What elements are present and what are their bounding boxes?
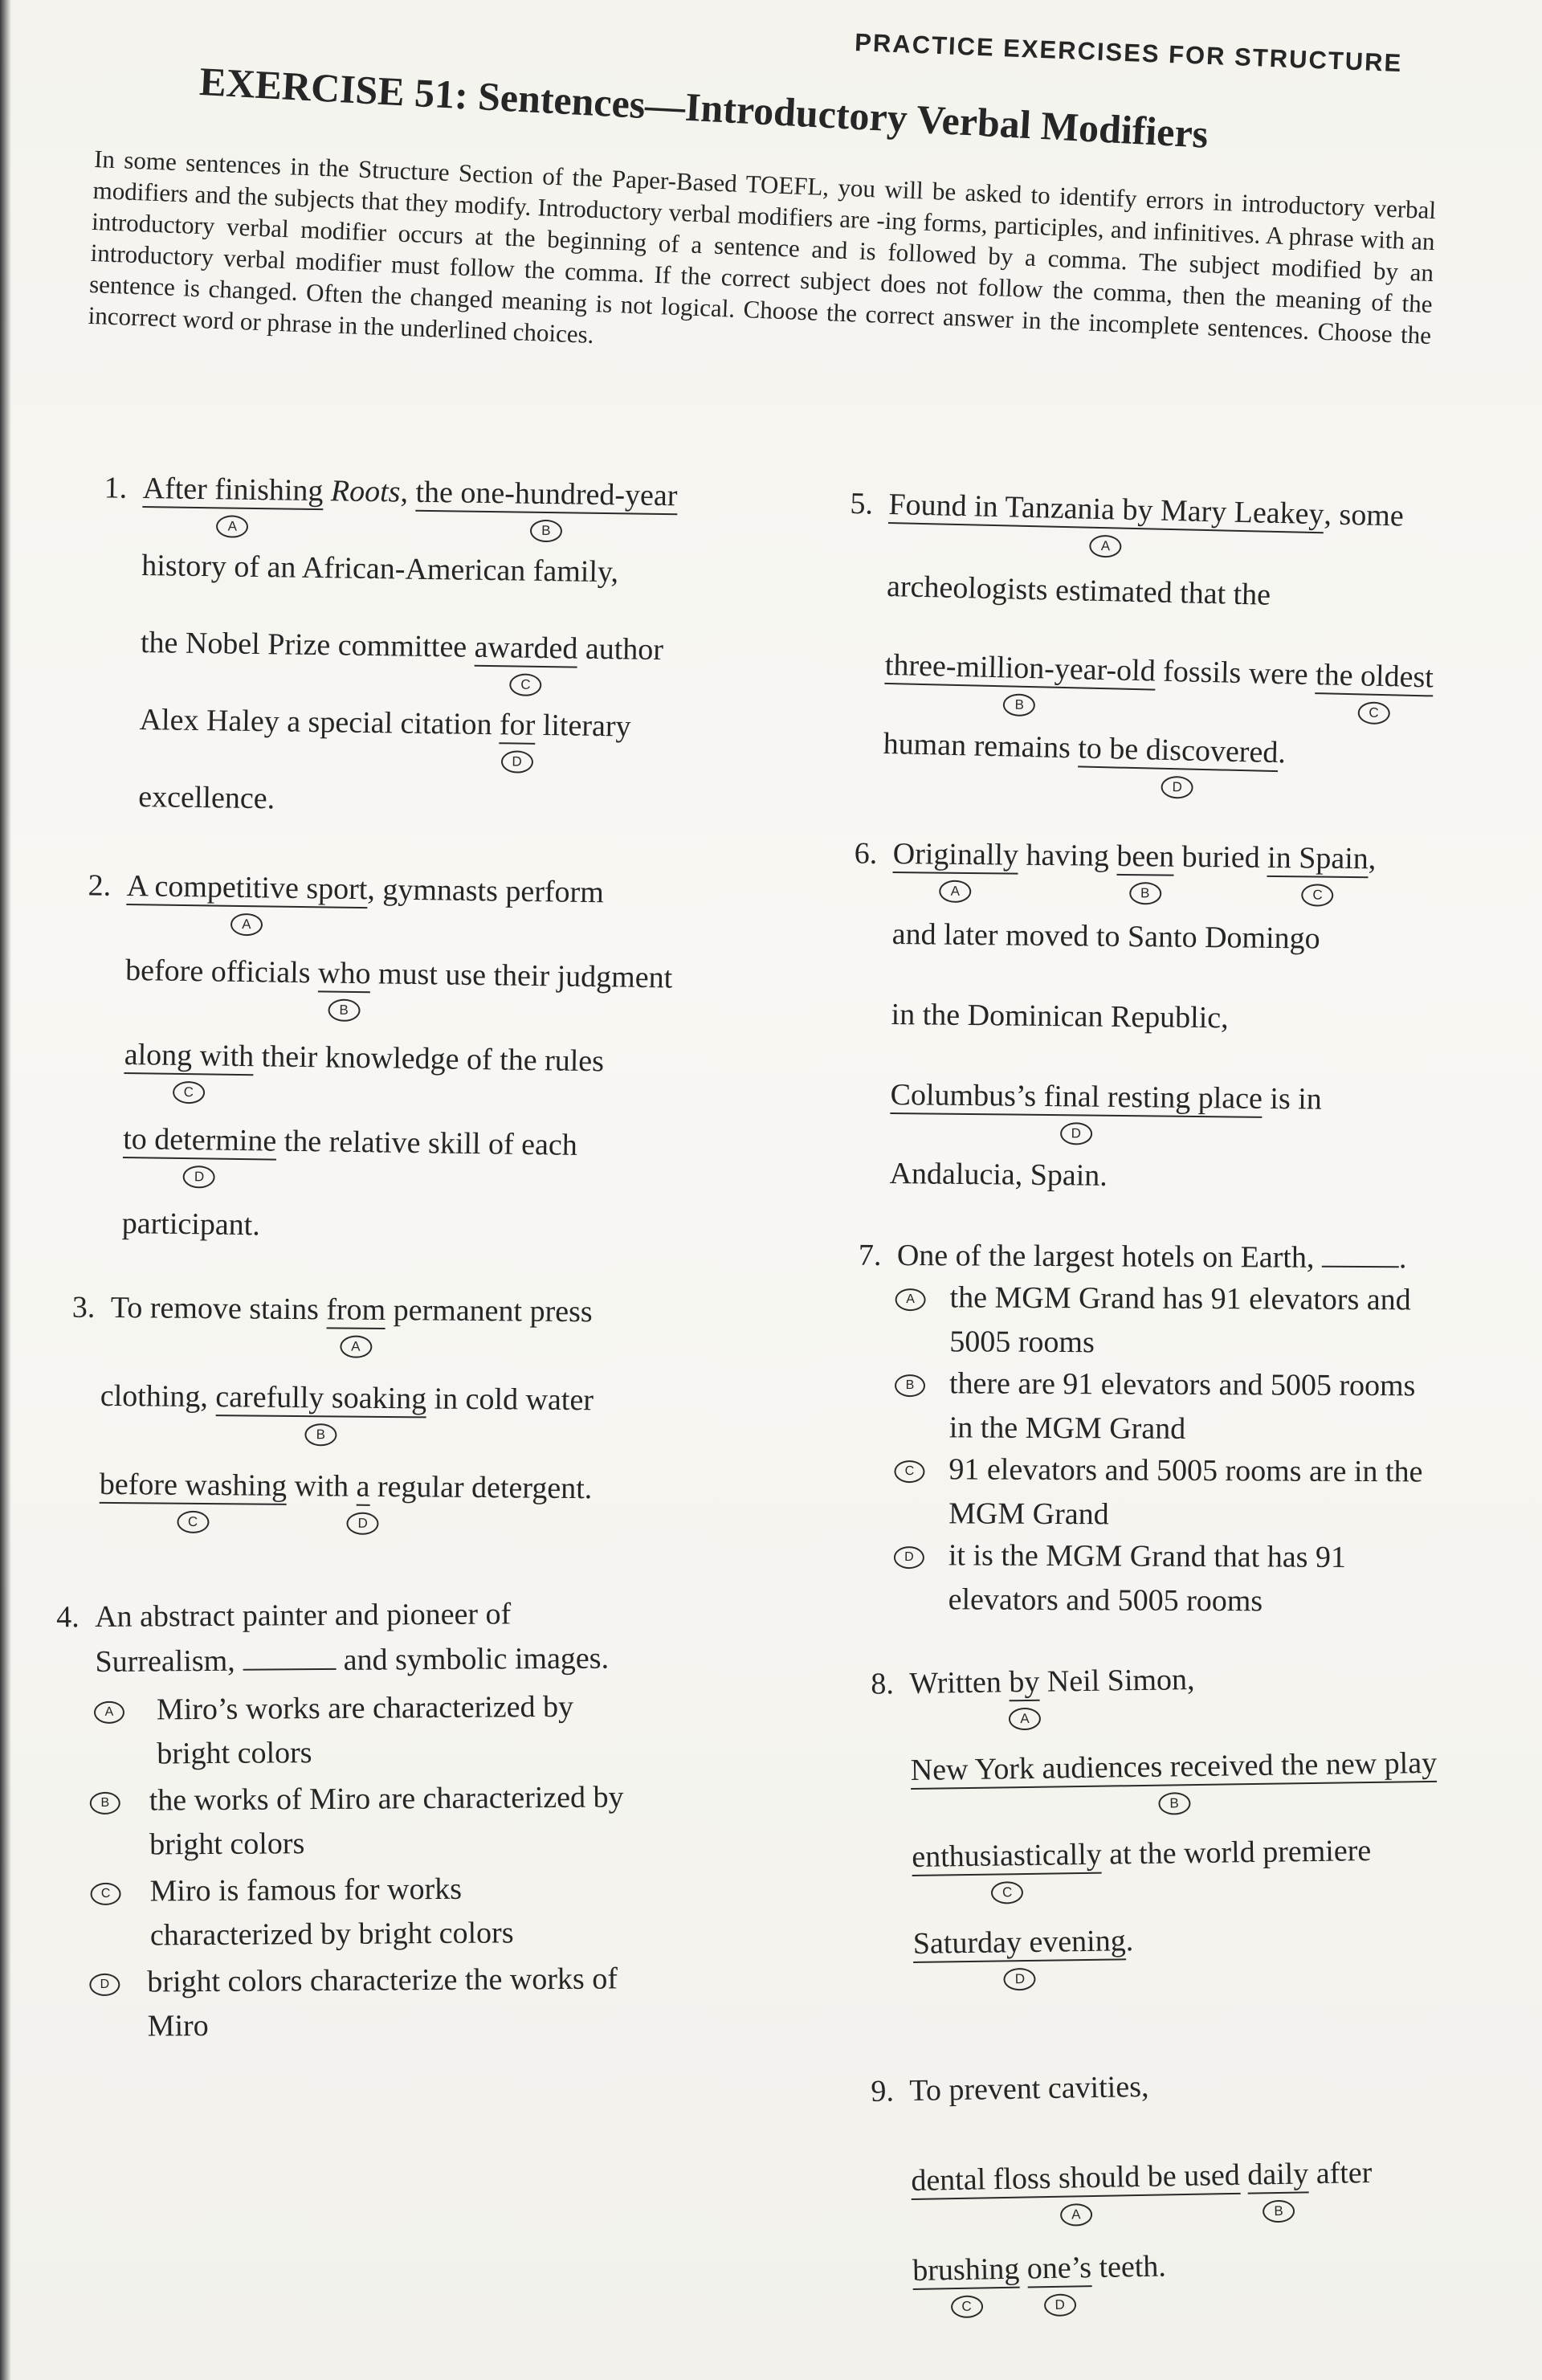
choice-c-marker: C	[509, 673, 541, 696]
choice-b-marker: B	[1129, 882, 1161, 904]
choice-line: characterized by bright colors	[149, 1916, 514, 1953]
choice-a-marker: A	[216, 515, 248, 538]
question-number: 9.	[871, 2074, 895, 2109]
choice-d-marker: D	[500, 750, 532, 774]
choice-b-marker: B	[1158, 1792, 1190, 1815]
question-line: Columbus’s final resting place D is in	[890, 1076, 1322, 1119]
choice-a-marker: A	[1089, 535, 1122, 558]
choice-c-marker: C	[950, 2295, 982, 2318]
choice-b-marker: B	[1263, 2200, 1295, 2223]
question-line: and later moved to Santo Domingo	[891, 916, 1320, 956]
question-line: Found in Tanzania by Mary Leakey A , some	[888, 486, 1404, 536]
question-stem: One of the largest hotels on Earth, .	[896, 1239, 1407, 1276]
answer-blank	[1322, 1266, 1399, 1268]
question-line: dental floss should be used A daily B after	[911, 2154, 1373, 2200]
choice-d-marker: D	[347, 1513, 379, 1535]
choice-c-marker: C	[1301, 884, 1333, 906]
page-edge-shadow	[0, 0, 11, 2380]
underlined-choice-d[interactable]: one’s D	[1026, 2250, 1091, 2288]
question-line: archeologists estimated that the	[886, 569, 1271, 612]
choice-line: Miro is famous for works	[149, 1872, 463, 1908]
question-line: participant.	[121, 1206, 261, 1243]
question-line: before officials who B must use their judgment	[125, 952, 673, 998]
question-line: before washing C with a D regular detergent.	[100, 1466, 593, 1508]
underlined-choice-c[interactable]: along with C	[124, 1037, 254, 1076]
question-line	[910, 1745, 1438, 1811]
choice-b-marker: B	[1003, 693, 1036, 716]
running-head: PRACTICE EXERCISES FOR STRUCTURE	[854, 28, 1403, 78]
question-line: Originally A having been B buried in Spain C ,	[893, 835, 1377, 878]
choice-line: 5005 rooms	[949, 1325, 1095, 1360]
underlined-choice-c[interactable]: the oldest C	[1316, 657, 1434, 696]
underlined-choice-b[interactable]: New York audiences received the new play B	[911, 1745, 1438, 1790]
choice-a-marker: A	[340, 1335, 372, 1357]
underlined-choice-d[interactable]: a D	[356, 1469, 369, 1506]
choice-a-marker: A	[230, 913, 263, 937]
choice-line: bright colors	[157, 1736, 312, 1771]
question-line: the Nobel Prize committee awarded C author	[141, 624, 664, 669]
choice-line: Miro	[147, 2009, 209, 2043]
choice-line: elevators and 5005 rooms	[948, 1582, 1263, 1619]
question-line: Andalucia, Spain.	[889, 1156, 1108, 1193]
underlined-choice-b[interactable]: been B	[1116, 839, 1174, 876]
choice-d-marker: D	[89, 1974, 120, 1996]
book-title: Roots	[330, 474, 401, 509]
question-line: A competitive sport A , gymnasts perform	[126, 867, 604, 912]
underlined-choice-a[interactable]: dental floss should be used A	[911, 2158, 1240, 2200]
underlined-choice-a[interactable]: A competitive sport A	[126, 868, 367, 908]
choice-line: in the MGM Grand	[948, 1410, 1186, 1446]
choice-c-marker: C	[177, 1511, 209, 1533]
choice-c-marker: C	[991, 1881, 1023, 1904]
choice-line: there are 91 elevators and 5005 rooms	[948, 1366, 1416, 1403]
question-line: brushing C one’s D teeth.	[912, 2247, 1166, 2290]
choice-c-marker: C	[894, 1460, 924, 1483]
underlined-choice-d[interactable]: for D	[500, 707, 536, 745]
choice-line: bright colors characterize the works of	[147, 1962, 618, 1999]
underlined-choice-d[interactable]: to be discovered D	[1078, 730, 1279, 772]
choice-b-marker: B	[328, 999, 360, 1023]
question-line: to determine D the relative skill of each	[123, 1121, 577, 1165]
choice-c-marker: C	[1357, 701, 1390, 725]
question-number: 6.	[854, 836, 878, 871]
underlined-choice-b[interactable]: carefully soaking B	[215, 1379, 426, 1418]
question-line: along with C their knowledge of the rules	[124, 1036, 604, 1080]
choice-a-marker: A	[94, 1701, 124, 1724]
question-line: To prevent cavities,	[909, 2069, 1149, 2108]
underlined-choice-a[interactable]: After finishing A	[142, 471, 323, 510]
question-number: 2.	[88, 868, 112, 903]
question-line: Saturday evening D .	[913, 1922, 1134, 1963]
question-line: three-million-year-old B fossils were the oldest C	[884, 647, 1434, 696]
question-number: 8.	[871, 1667, 895, 1701]
underlined-choice-a[interactable]: Found in Tanzania by Mary Leakey A	[888, 487, 1324, 533]
choice-c-marker: C	[173, 1081, 205, 1104]
question-line: Written by A Neil Simon,	[909, 1661, 1195, 1703]
choice-a-marker: A	[1060, 2203, 1092, 2227]
question-line: in the Dominican Republic,	[891, 997, 1229, 1035]
choice-line: Miro’s works are characterized by	[156, 1689, 574, 1727]
choice-d-marker: D	[1161, 776, 1194, 799]
question-number: 5.	[850, 486, 874, 521]
question-number: 3.	[71, 1290, 96, 1325]
question-line: Alex Haley a special citation for D literary	[139, 701, 631, 746]
choice-d-marker: D	[1004, 1968, 1036, 1991]
choice-a-marker: A	[1009, 1708, 1041, 1731]
underlined-choice-d[interactable]: Saturday evening D	[913, 1923, 1126, 1963]
question-stem: Surrealism, and symbolic images.	[95, 1641, 610, 1679]
question-number: 4.	[56, 1600, 80, 1635]
answer-blank	[243, 1668, 336, 1671]
underlined-choice-a[interactable]: by A	[1009, 1664, 1040, 1702]
question-line: excellence.	[138, 779, 275, 816]
question-stem: An abstract painter and pioneer of	[95, 1597, 512, 1634]
question-number: 7.	[858, 1238, 882, 1272]
underlined-choice-b[interactable]: three-million-year-old B	[884, 647, 1156, 691]
choice-b-marker: B	[530, 520, 562, 543]
underlined-choice-c[interactable]: enthusiastically C	[912, 1837, 1102, 1876]
question-line: human remains to be discovered D .	[883, 725, 1286, 772]
instructions-paragraph: In some sentences in the Structure Section of the Paper-Based TOEFL, you will be asked to identify errors in introductory verbal modifiers and the subjects that they modify. Introductory verbal modifiers are -ing forms, participles, and infinitives. A phrase with an introductory verbal modifier occurs at the beginning of a sentence and is followed by a comma. The subject modified by an introductory verbal modifier must follow the comma. If the correct subject does not follow the comma, then the meaning of the sentence is changed. Often the changed meaning is not logical. Choose the correct answer in the incomplete sentences. Choose the incorrect word or phrase in the underlined choices.	[88, 144, 1437, 350]
choice-a-marker: A	[895, 1288, 926, 1311]
choice-line: it is the MGM Grand that has 91	[948, 1538, 1347, 1574]
choice-d-marker: D	[894, 1546, 924, 1569]
choice-line: the MGM Grand has 91 elevators and	[949, 1280, 1411, 1317]
choice-b-marker: B	[895, 1374, 925, 1397]
choice-line: bright colors	[149, 1827, 305, 1862]
underlined-choice-d[interactable]: Columbus’s final resting place D	[890, 1077, 1263, 1118]
question-line: To remove stains from A permanent press	[111, 1289, 593, 1331]
choice-line: MGM Grand	[948, 1496, 1109, 1532]
choice-line: the works of Miro are characterized by	[149, 1780, 624, 1818]
choice-a-marker: A	[939, 880, 971, 903]
exercise-title: EXERCISE 51: Sentences—Introductory Verbal Modifiers	[198, 58, 1210, 157]
question-line: clothing, carefully soaking B in cold water	[100, 1378, 594, 1419]
question-line: enthusiastically C at the world premiere	[912, 1832, 1372, 1876]
choice-d-marker: D	[183, 1166, 215, 1189]
underlined-choice-a[interactable]: Originally A	[893, 836, 1019, 875]
choice-b-marker: B	[90, 1792, 120, 1815]
underlined-choice-b[interactable]: who B	[318, 955, 371, 993]
underlined-choice-b[interactable]: daily B	[1247, 2156, 1309, 2194]
underlined-choice-c[interactable]: awarded C	[474, 630, 577, 668]
underlined-choice-b[interactable]: the one-hundred-year B	[415, 475, 678, 516]
choice-d-marker: D	[1060, 1122, 1092, 1145]
underlined-choice-c[interactable]: before washing C	[100, 1467, 288, 1505]
underlined-choice-a[interactable]: from A	[326, 1292, 386, 1329]
question-line: history of an African-American family,	[141, 548, 619, 590]
question-number: 1.	[104, 471, 128, 505]
choice-b-marker: B	[304, 1423, 337, 1446]
choice-d-marker: D	[1043, 2293, 1075, 2317]
choice-line: 91 elevators and 5005 rooms are in the	[948, 1452, 1423, 1489]
underlined-choice-c[interactable]: brushing C	[912, 2251, 1020, 2290]
underlined-choice-d[interactable]: to determine D	[123, 1121, 277, 1161]
underlined-choice-c[interactable]: in Spain C	[1267, 840, 1369, 878]
choice-c-marker: C	[90, 1883, 120, 1905]
question-line: After finishing A Roots, the one-hundred-year B	[142, 470, 677, 515]
